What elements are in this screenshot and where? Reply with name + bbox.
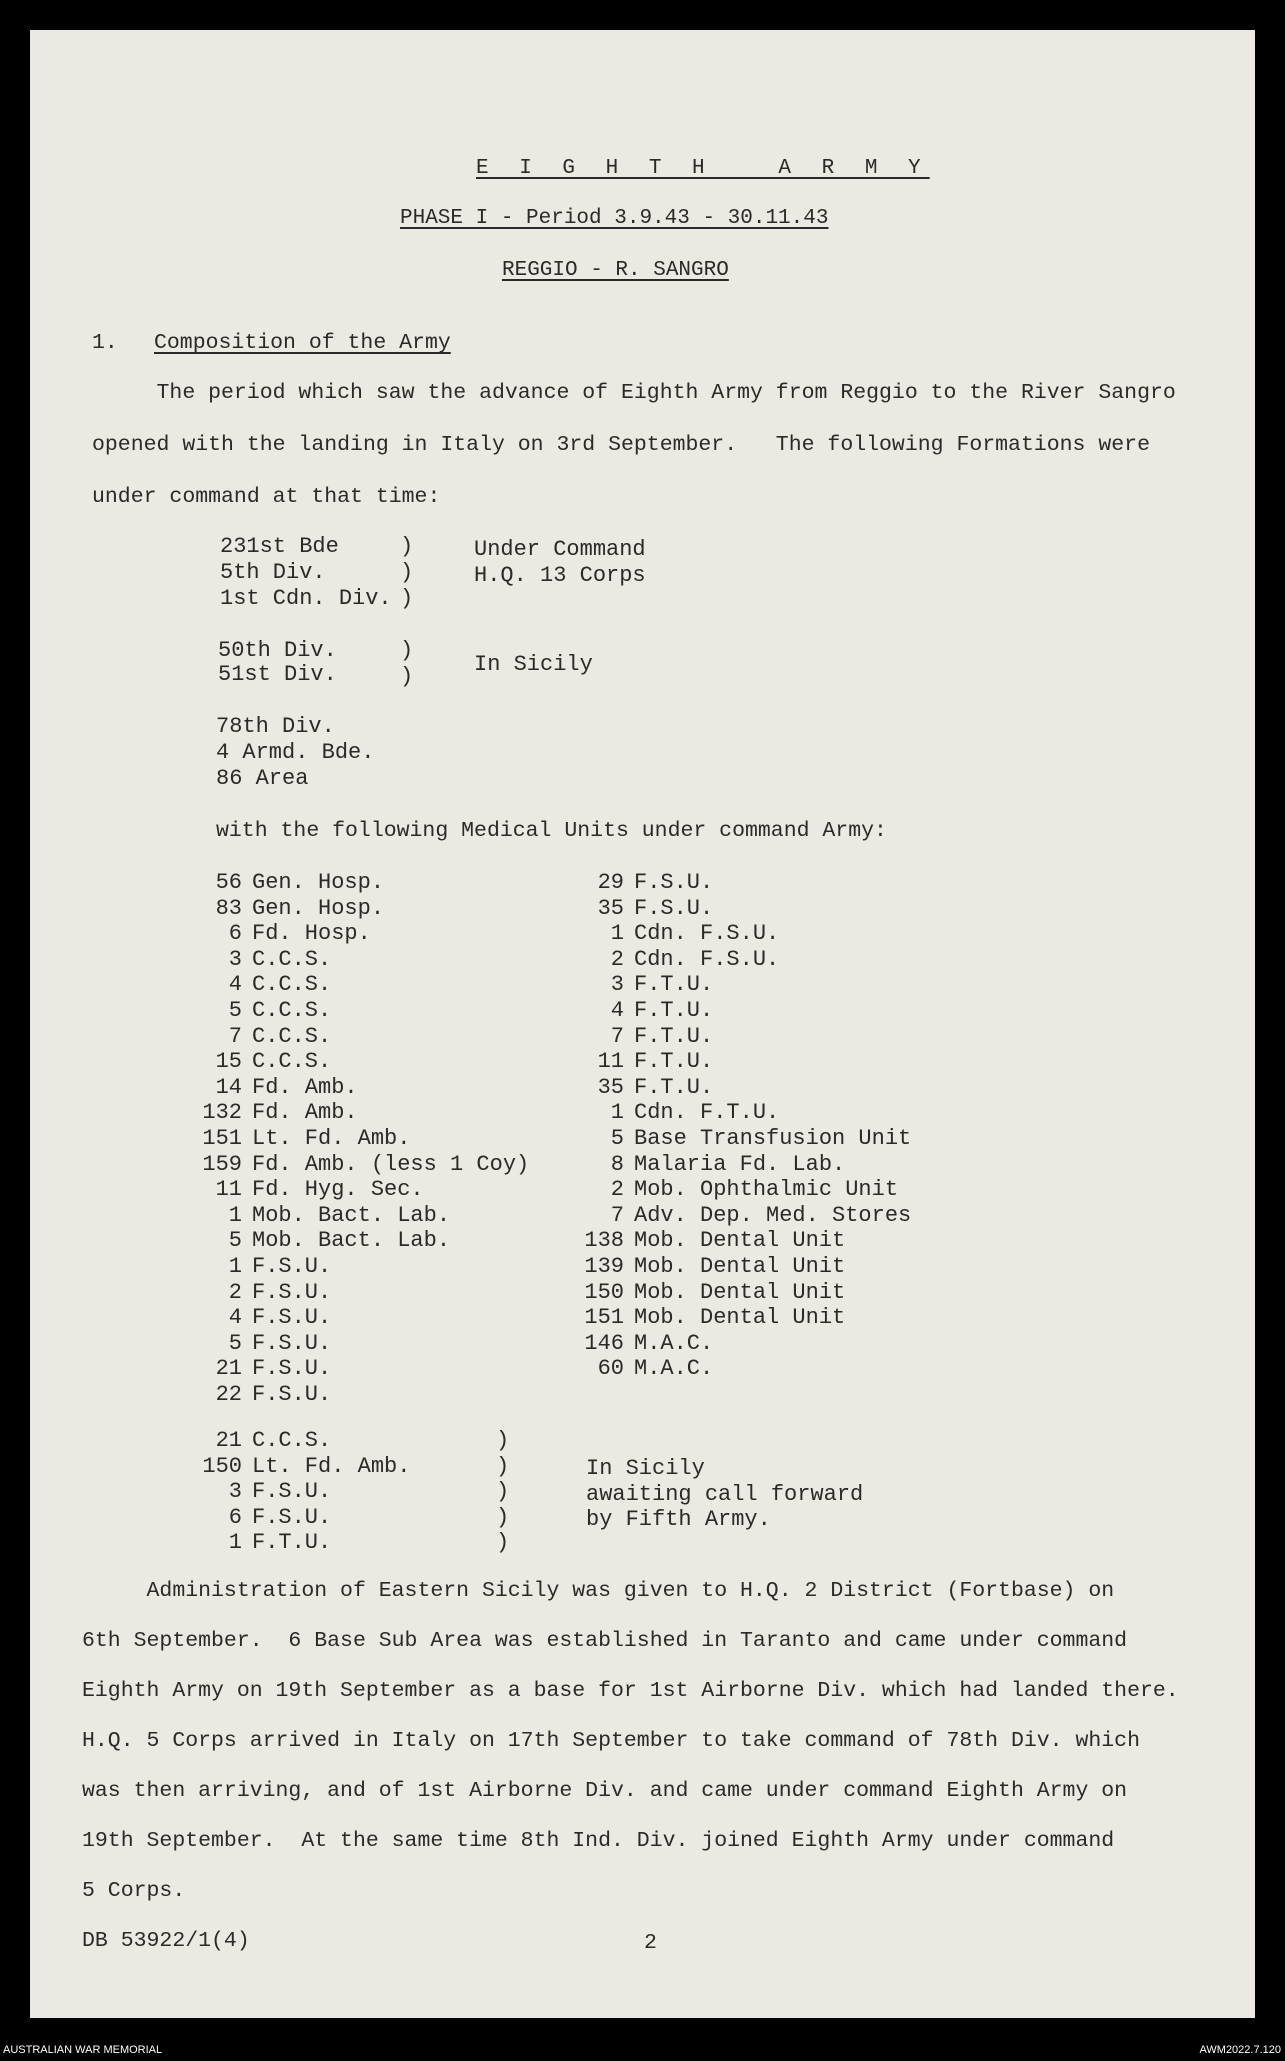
unit-name: Gen. Hosp. bbox=[252, 895, 385, 921]
unit-number: 3 bbox=[610, 972, 624, 998]
unit-number: 138 bbox=[584, 1228, 624, 1254]
route-heading: REGGIO - R. SANGRO bbox=[502, 259, 729, 282]
closing-line-5: was then arriving, and of 1st Airborne Div. and came under command Eighth Army on bbox=[82, 1779, 1128, 1803]
unit-number: 2 bbox=[228, 1279, 242, 1305]
unit-number: 14 bbox=[215, 1074, 242, 1100]
document-title: E I G H T H A R M Y bbox=[476, 157, 930, 180]
unit-number: 5 bbox=[610, 1126, 624, 1151]
unit-number: 2 bbox=[610, 1177, 624, 1203]
unit-number: 83 bbox=[215, 895, 242, 921]
unit-name: Fd. Amb. bbox=[252, 1100, 358, 1126]
unit-name: F.S.U. bbox=[252, 1382, 332, 1407]
unit-name: Cdn. F.T.U. bbox=[634, 1100, 780, 1126]
medical-intro: with the following Medical Units under command Army: bbox=[216, 819, 887, 843]
formation-item: 5th Div. bbox=[220, 560, 326, 585]
unit-number: 8 bbox=[610, 1151, 624, 1177]
unit-number: 151 bbox=[584, 1305, 624, 1331]
intro-line-1: The period which saw the advance of Eighth Army from Reggio to the River Sangro bbox=[92, 381, 1176, 405]
unit-number: 15 bbox=[215, 1049, 242, 1075]
footer-right: AWM2022.7.120 bbox=[1199, 2044, 1281, 2056]
closing-line-7: 5 Corps. bbox=[82, 1879, 186, 1903]
unit-number: 60 bbox=[597, 1356, 624, 1382]
unit-number: 7 bbox=[610, 1202, 624, 1228]
section-heading: Composition of the Army bbox=[154, 331, 451, 355]
document-reference: DB 53922/1(4) bbox=[82, 1929, 250, 1953]
unit-name: F.S.U. bbox=[252, 1305, 332, 1331]
unit-name: C.C.S. bbox=[252, 972, 332, 998]
brace: ) ) ) ) ) bbox=[496, 1428, 510, 1555]
unit-name: Gen. Hosp. bbox=[252, 870, 385, 895]
unit-name: Mob. Dental Unit bbox=[634, 1254, 846, 1279]
unit-number: 5 bbox=[228, 1330, 242, 1356]
unit-number: 6 bbox=[228, 921, 242, 947]
unit-number: 6 bbox=[228, 1504, 242, 1530]
closing-line-2: 6th September. 6 Base Sub Area was established in Taranto and came under command bbox=[82, 1629, 1128, 1653]
unit-name: F.S.U. bbox=[634, 870, 714, 895]
unit-number: 132 bbox=[202, 1100, 242, 1126]
unit-number: 1 bbox=[610, 921, 624, 947]
unit-number: 5 bbox=[228, 998, 242, 1023]
unit-number: 3 bbox=[228, 946, 242, 972]
intro-line-2: opened with the landing in Italy on 3rd September. The following Formations were bbox=[92, 433, 1150, 457]
unit-name: F.S.U. bbox=[634, 895, 714, 921]
formation-note: Under Command bbox=[474, 537, 646, 562]
closing-line-6: 19th September. At the same time 8th Ind. Div. joined Eighth Army under command bbox=[82, 1829, 1115, 1853]
unit-number: 1 bbox=[228, 1530, 242, 1555]
unit-number: 11 bbox=[597, 1049, 624, 1075]
unit-name: M.A.C. bbox=[634, 1330, 714, 1356]
unit-name: F.T.U. bbox=[252, 1530, 332, 1555]
unit-name: Cdn. F.S.U. bbox=[634, 921, 780, 947]
unit-name: Base Transfusion Unit bbox=[634, 1126, 912, 1151]
unit-number: 4 bbox=[228, 1305, 242, 1331]
page-number: 2 bbox=[644, 1931, 657, 1955]
unit-name: Cdn. F.S.U. bbox=[634, 946, 780, 972]
phase-heading: PHASE I - Period 3.9.43 - 30.11.43 bbox=[400, 207, 829, 230]
unit-number: 1 bbox=[228, 1202, 242, 1228]
unit-name: Mob. Ophthalmic Unit bbox=[634, 1177, 899, 1203]
brace: ) ) ) bbox=[400, 534, 414, 611]
unit-name: F.T.U. bbox=[634, 1023, 714, 1049]
unit-number: 35 bbox=[597, 1074, 624, 1100]
unit-name: C.C.S. bbox=[252, 1428, 332, 1453]
section-number: 1. bbox=[92, 331, 118, 355]
unit-name: C.C.S. bbox=[252, 1049, 332, 1075]
unit-number: 1 bbox=[610, 1100, 624, 1126]
closing-line-4: H.Q. 5 Corps arrived in Italy on 17th September to take command of 78th Div. which bbox=[82, 1729, 1140, 1753]
unit-number: 3 bbox=[228, 1479, 242, 1504]
unit-number: 159 bbox=[202, 1151, 242, 1177]
closing-line-1: Administration of Eastern Sicily was given to H.Q. 2 District (Fortbase) on bbox=[82, 1579, 1115, 1603]
unit-number: 11 bbox=[215, 1177, 242, 1203]
unit-number: 7 bbox=[228, 1023, 242, 1049]
unit-name: Fd. Amb. (less 1 Coy) bbox=[252, 1151, 530, 1177]
unit-number: 56 bbox=[215, 870, 242, 895]
unit-name: Malaria Fd. Lab. bbox=[634, 1151, 846, 1177]
unit-number: 150 bbox=[202, 1453, 242, 1479]
unit-name: F.S.U. bbox=[252, 1330, 332, 1356]
unit-name: Fd. Hyg. Sec. bbox=[252, 1177, 424, 1203]
formation-note: H.Q. 13 Corps bbox=[474, 563, 646, 588]
unit-name: Mob. Bact. Lab. bbox=[252, 1228, 451, 1254]
unit-name: Adv. Dep. Med. Stores bbox=[634, 1202, 912, 1228]
unit-name: F.S.U. bbox=[252, 1356, 332, 1382]
archive-footer bbox=[0, 2040, 1285, 2061]
unit-name: F.T.U. bbox=[634, 998, 714, 1023]
unit-number: 21 bbox=[215, 1356, 242, 1382]
unit-name: Lt. Fd. Amb. bbox=[252, 1453, 411, 1479]
unit-name: C.C.S. bbox=[252, 998, 332, 1023]
unit-number: 4 bbox=[610, 998, 624, 1023]
document-page bbox=[30, 30, 1255, 2018]
unit-number: 151 bbox=[202, 1126, 242, 1151]
unit-number: 5 bbox=[228, 1228, 242, 1254]
unit-number: 146 bbox=[584, 1330, 624, 1356]
unit-number: 1 bbox=[228, 1254, 242, 1279]
unit-name: Mob. Dental Unit bbox=[634, 1228, 846, 1254]
unit-name: Mob. Bact. Lab. bbox=[252, 1202, 451, 1228]
unit-name: F.T.U. bbox=[634, 1049, 714, 1075]
formation-item: 1st Cdn. Div. bbox=[220, 586, 392, 611]
unit-name: C.C.S. bbox=[252, 946, 332, 972]
unit-name: Fd. Hosp. bbox=[252, 921, 371, 947]
sicily-note: by Fifth Army. bbox=[586, 1507, 771, 1532]
unit-number: 150 bbox=[584, 1279, 624, 1305]
unit-number: 139 bbox=[584, 1254, 624, 1279]
unit-name: Mob. Dental Unit bbox=[634, 1279, 846, 1305]
unit-name: F.S.U. bbox=[252, 1479, 332, 1504]
formation-item: 51st Div. bbox=[218, 662, 337, 687]
unit-number: 22 bbox=[215, 1382, 242, 1407]
unit-name: F.S.U. bbox=[252, 1504, 332, 1530]
closing-line-3: Eighth Army on 19th September as a base for 1st Airborne Div. which had landed there. bbox=[82, 1679, 1179, 1703]
unit-number: 4 bbox=[228, 972, 242, 998]
formation-note: In Sicily bbox=[474, 652, 593, 677]
sicily-note: In Sicily bbox=[586, 1456, 705, 1481]
formation-item: 86 Area bbox=[216, 766, 309, 791]
unit-number: 21 bbox=[215, 1428, 242, 1453]
sicily-note: awaiting call forward bbox=[586, 1482, 864, 1507]
unit-name: F.S.U. bbox=[252, 1254, 332, 1279]
unit-number: 29 bbox=[597, 870, 624, 895]
unit-name: F.T.U. bbox=[634, 972, 714, 998]
unit-name: Mob. Dental Unit bbox=[634, 1305, 846, 1331]
unit-number: 35 bbox=[597, 895, 624, 921]
formation-item: 231st Bde bbox=[220, 534, 339, 559]
brace: ) ) bbox=[400, 638, 414, 689]
unit-name: F.S.U. bbox=[252, 1279, 332, 1305]
intro-line-3: under command at that time: bbox=[92, 485, 441, 509]
unit-name: Lt. Fd. Amb. bbox=[252, 1126, 411, 1151]
unit-name: F.T.U. bbox=[634, 1074, 714, 1100]
unit-name: Fd. Amb. bbox=[252, 1074, 358, 1100]
unit-number: 2 bbox=[610, 946, 624, 972]
footer-left: AUSTRALIAN WAR MEMORIAL bbox=[3, 2044, 163, 2056]
unit-name: C.C.S. bbox=[252, 1023, 332, 1049]
formation-item: 78th Div. bbox=[216, 714, 335, 739]
unit-number: 7 bbox=[610, 1023, 624, 1049]
formation-item: 50th Div. bbox=[218, 638, 337, 663]
unit-name: M.A.C. bbox=[634, 1356, 714, 1382]
formation-item: 4 Armd. Bde. bbox=[216, 740, 375, 765]
